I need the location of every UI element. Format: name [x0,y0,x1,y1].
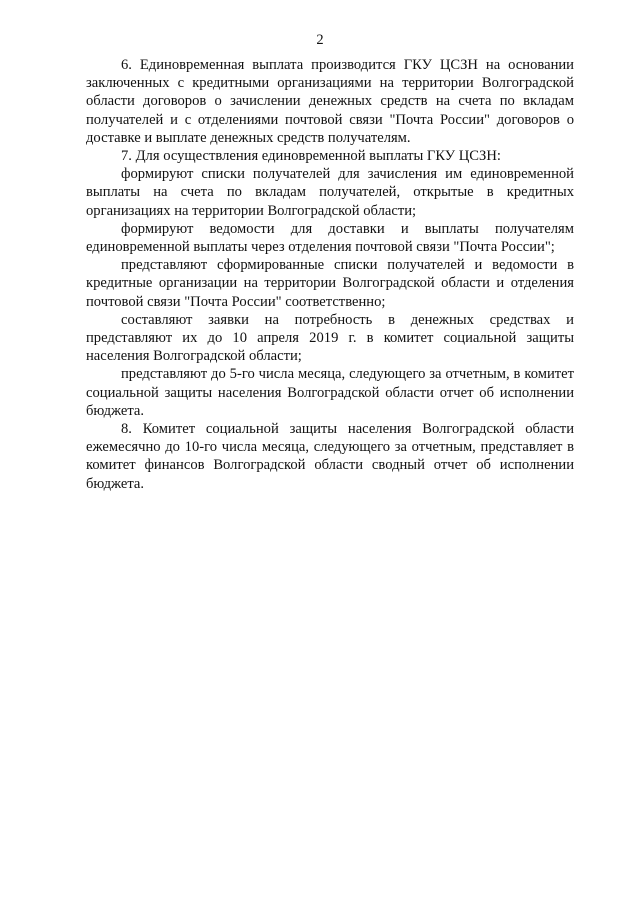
paragraph-7-item-lists: формируют списки получателей для зачисления им единовременной выплаты на счета по вкладам получателей, открытые в кредитных организациях на территории Волгоградской области; [86,166,574,219]
document-body [86,56,574,493]
paragraph-6: 6. Единовременная выплата производится ГКУ ЦСЗН на основании заключенных с кредитными организациями на территории Волгоградской области договоров о зачислении денежных средств на счета по вкладам получателей и с отделениями почтовой связи "Почта России" договоров о доставке и выплате денежных средств получателям. [86,57,574,146]
paragraph-7-item-submit: представляют сформированные списки получателей и ведомости в кредитные организации на территории Волгоградской области и отделения почтовой связи "Почта России" соответственно; [86,257,574,310]
paragraph-7-item-statements: формируют ведомости для доставки и выплаты получателям единовременной выплаты через отделения почтовой связи "Почта России"; [86,220,574,256]
paragraph-7-item-report: представляют до 5-го числа месяца, следующего за отчетным, в комитет социальной защиты населения Волгоградской области отчет об исполнении бюджета. [86,366,574,419]
paragraph-8: 8. Комитет социальной защиты населения Волгоградской области ежемесячно до 10-го числа месяца, следующего за отчетным, представляет в комитет финансов Волгоградской области сводный отчет об исполнении бюджета. [86,421,574,492]
paragraph-7-intro: 7. Для осуществления единовременной выплаты ГКУ ЦСЗН: [121,148,501,165]
page-number: 2 [316,32,324,48]
paragraph-7-item-requests: составляют заявки на потребность в денежных средствах и представляют их до 10 апреля 2019 г. в комитет социальной защиты населения Волгоградской области; [86,311,574,365]
